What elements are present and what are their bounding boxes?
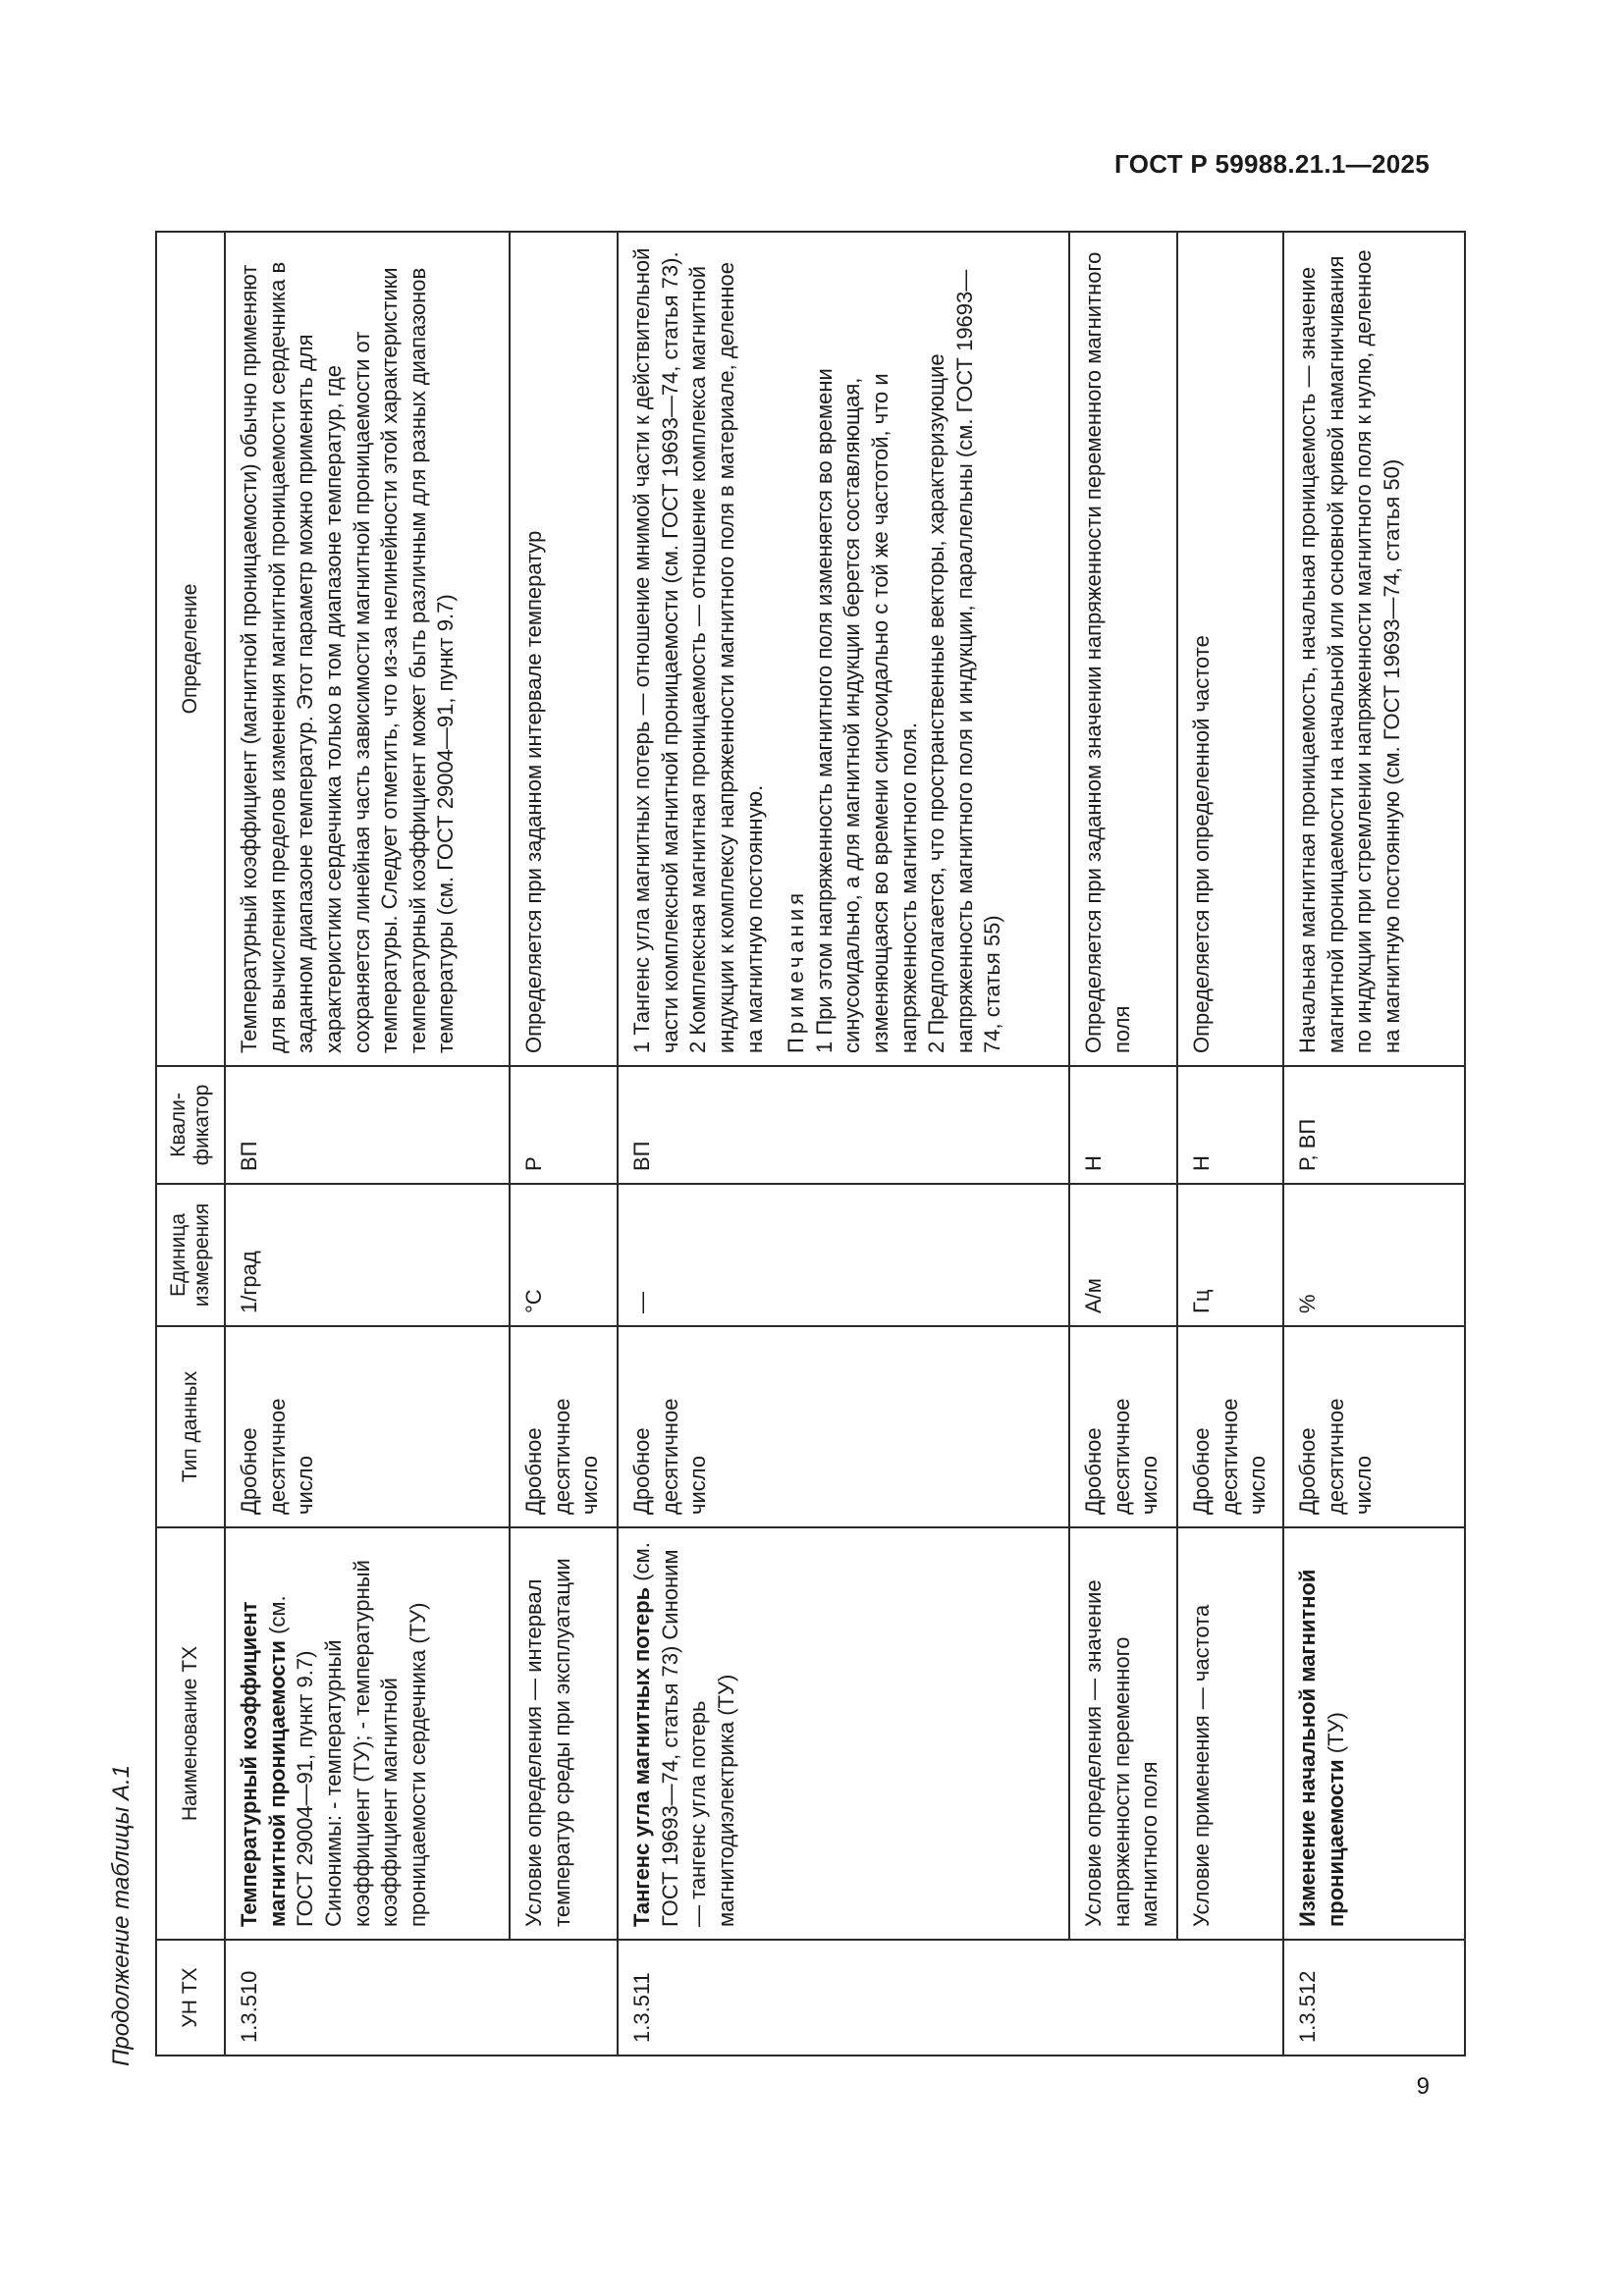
row-definition	[618, 232, 1069, 1066]
row-name-rest: (см. ГОСТ 19693—74, статья 73) Синоним — тангенс угла потерь магнитодиэлектрика (ТУ)	[629, 1542, 739, 1927]
rotated-page-content	[108, 25, 1404, 2066]
row-name-rest: (см. ГОСТ 29004—91, пункт 9.7) Синонимы: - температурный коэффициент (ТУ); - температурный коэффициент магнитной проницаемости сердечника (ТУ)	[264, 1560, 430, 1927]
row-name-bold: Температурный коэффициент магнитной проницаемости	[237, 1601, 290, 1927]
row-unit: А/м	[1069, 1184, 1177, 1326]
row-name: Условие определения — интервал температур среды при эксплуатации	[510, 1527, 618, 1940]
col-header-name: Наименование ТХ	[156, 1527, 225, 1940]
row-type: Дробное десятичное число	[1283, 1326, 1465, 1527]
row-unit: Гц	[1177, 1184, 1283, 1326]
row-id: 1.3.512	[1283, 1940, 1465, 2056]
row-qualifier: ВП	[225, 1066, 510, 1184]
row-unit: 1/град	[225, 1184, 510, 1326]
row-qualifier: Н	[1069, 1066, 1177, 1184]
col-header-qualifier: Квали-фикатор	[156, 1066, 225, 1184]
row-qualifier: Р, ВП	[1283, 1066, 1465, 1184]
note-line: 2 Предполагается, что пространственные векторы, характеризующие напряженность магнитного поля и индукции, параллельны (см. ГОСТ 19693—74, статья 55)	[924, 269, 1005, 1053]
note-line: 1 При этом напряженность магнитного поля изменяется во времени синусоидально, а для магнитной индукции берется составляющая, изменяющаяся во времени синусоидально с той же частотой, что и напряженность магнитного поля.	[811, 368, 921, 1053]
col-header-unit: Единица измерения	[156, 1184, 225, 1326]
row-type: Дробное десятичное число	[1177, 1326, 1283, 1527]
table-row	[1283, 232, 1465, 2056]
row-type: Дробное десятичное число	[618, 1326, 1069, 1527]
row-unit: —	[618, 1184, 1069, 1326]
row-type: Дробное десятичное число	[510, 1326, 618, 1527]
notes-label: Примечания	[784, 888, 809, 1053]
page-number: 9	[1416, 2073, 1430, 2100]
row-name: Условие применения — частота	[1177, 1527, 1283, 1940]
row-name	[618, 1527, 1069, 1940]
table-header-row	[156, 232, 225, 2056]
row-unit: °С	[510, 1184, 618, 1326]
row-name-rest: (ТУ)	[1323, 1712, 1348, 1760]
table-row	[1069, 232, 1177, 2056]
table-caption: Продолжение таблицы А.1	[108, 1764, 135, 2066]
table-row	[1177, 232, 1283, 2056]
document-code: ГОСТ Р 59988.21.1—2025	[1114, 149, 1430, 179]
row-id: 1.3.510	[225, 1940, 618, 2056]
row-definition: Температурный коэффициент (магнитной проницаемости) обычно применяют для вычисления пределов изменения магнитной проницаемости сердечника в заданном диапазоне температур. Этот параметр можно применять для характеристики сердечника только в том диапазоне температур, где сохраняется линейная часть зависимости магнитной проницаемости от температуры. Следует отметить, что из-за нелинейности этой характеристики температурный коэффициент может быть различным для разных диапазонов температуры (см. ГОСТ 29004—91, пункт 9.7)	[225, 232, 510, 1066]
row-name-bold: Тангенс угла магнитных потерь	[629, 1586, 655, 1927]
definition-line: 2 Комплексная магнитная проницаемость — отношение комплекса магнитной индукции к комплексу напряженности магнитного поля в материале, деленное на магнитную постоянную.	[685, 262, 767, 1053]
row-name-bold: Изменение начальной магнитной проницаемости	[1295, 1569, 1348, 1927]
row-definition: Начальная магнитная проницаемость, начальная проницаемость — значение магнитной проницаемости на начальной или основной кривой намагничивания по индукции при стремлении напряженности магнитного поля к нулю, деленное на магнитную постоянную (см. ГОСТ 19693—74, статья 50)	[1283, 232, 1465, 1066]
row-definition: Определяется при определенной частоте	[1177, 232, 1283, 1066]
row-qualifier: ВП	[618, 1066, 1069, 1184]
col-header-type: Тип данных	[156, 1326, 225, 1527]
row-name: Условие определения — значение напряженности переменного магнитного поля	[1069, 1527, 1177, 1940]
table-row	[225, 232, 510, 2056]
spacer	[769, 244, 783, 1053]
row-id: 1.3.511	[618, 1940, 1283, 2056]
table-row	[510, 232, 618, 2056]
row-qualifier: Н	[1177, 1066, 1283, 1184]
characteristics-table	[155, 231, 1466, 2056]
col-header-id: УН ТХ	[156, 1940, 225, 2056]
row-definition: Определяется при заданном интервале температур	[510, 232, 618, 1066]
row-type: Дробное десятичное число	[1069, 1326, 1177, 1527]
col-header-definition: Определение	[156, 232, 225, 1066]
row-type: Дробное десятичное число	[225, 1326, 510, 1527]
row-name	[1283, 1527, 1465, 1940]
definition-line: 1 Тангенс угла магнитных потерь — отношение мнимой части к действительной части комплексной магнитной проницаемости (см. ГОСТ 19693—74, статья 73).	[629, 247, 682, 1053]
table-row	[618, 232, 1069, 2056]
row-unit: %	[1283, 1184, 1465, 1326]
row-definition: Определяется при заданном значении напряженности переменного магнитного поля	[1069, 232, 1177, 1066]
row-name	[225, 1527, 510, 1940]
row-qualifier: Р	[510, 1066, 618, 1184]
